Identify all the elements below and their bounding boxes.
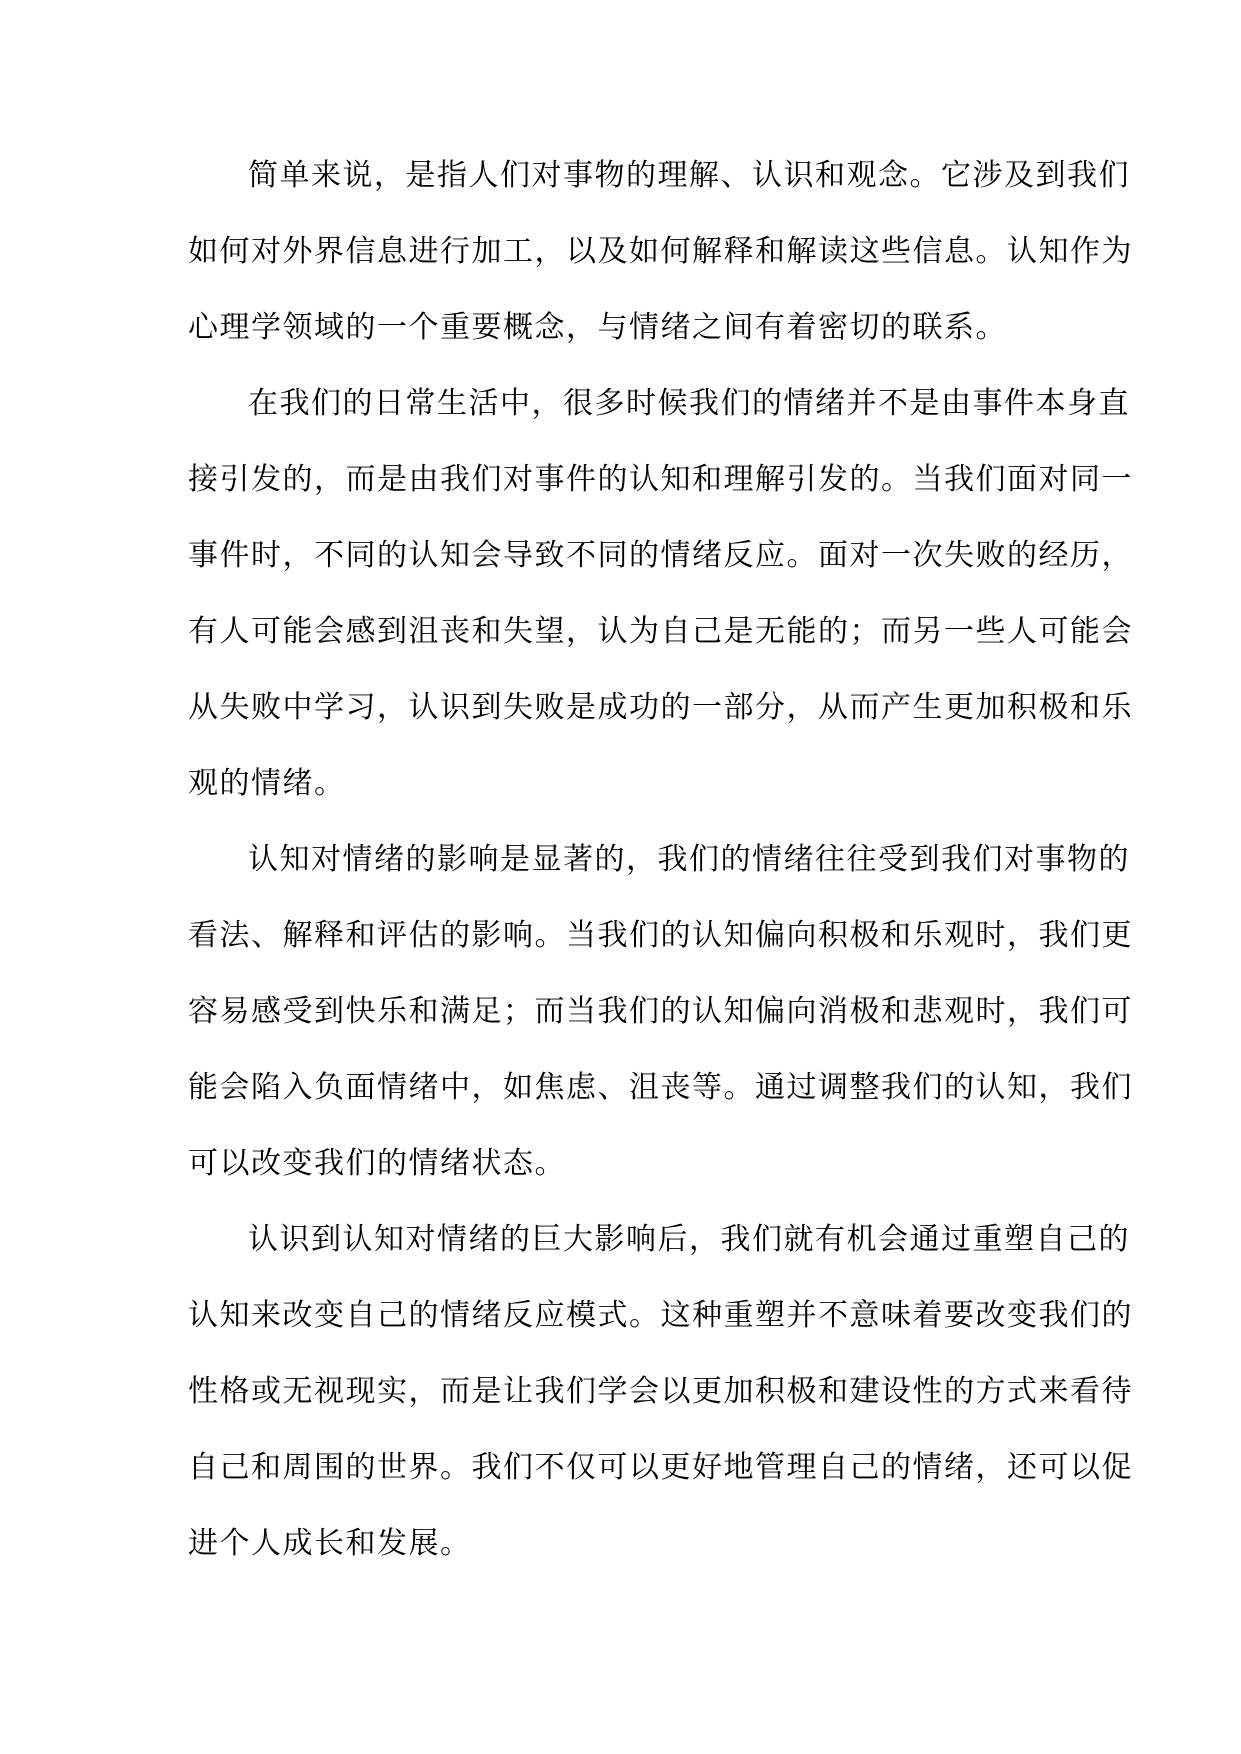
- paragraph-line: 有人可能会感到沮丧和失望，认为自己是无能的；而另一些人可能会: [188, 614, 1133, 649]
- paragraph-line: 认识到认知对情绪的巨大影响后，我们就有机会通过重塑自己的: [248, 1222, 1130, 1257]
- paragraph-line: 看法、解释和评估的影响。当我们的认知偏向积极和乐观时，我们更: [188, 918, 1133, 953]
- paragraph-line: 能会陷入负面情绪中，如焦虑、沮丧等。通过调整我们的认知，我们: [188, 1070, 1133, 1105]
- paragraph-line: 在我们的日常生活中，很多时候我们的情绪并不是由事件本身直: [248, 386, 1130, 421]
- paragraph-line: 认知来改变自己的情绪反应模式。这种重塑并不意味着要改变我们的: [188, 1298, 1133, 1333]
- paragraph-4: [188, 1202, 1133, 1582]
- paragraph-line: 心理学领域的一个重要概念，与情绪之间有着密切的联系。: [188, 310, 1007, 345]
- paragraph-line: 进个人成长和发展。: [188, 1526, 472, 1561]
- paragraph-1: [188, 138, 1133, 366]
- paragraph-line: 观的情绪。: [188, 766, 346, 801]
- paragraph-line: 自己和周围的世界。我们不仅可以更好地管理自己的情绪，还可以促: [188, 1450, 1133, 1485]
- paragraph-line: 事件时，不同的认知会导致不同的情绪反应。面对一次失败的经历，: [188, 538, 1133, 573]
- paragraph-2: [188, 366, 1133, 822]
- paragraph-line: 接引发的，而是由我们对事件的认知和理解引发的。当我们面对同一: [188, 462, 1133, 497]
- paragraph-line: 认知对情绪的影响是显著的，我们的情绪往往受到我们对事物的: [248, 842, 1130, 877]
- paragraph-line: 可以改变我们的情绪状态。: [188, 1146, 566, 1181]
- paragraph-line: 容易感受到快乐和满足；而当我们的认知偏向消极和悲观时，我们可: [188, 994, 1133, 1029]
- paragraph-line: 简单来说，是指人们对事物的理解、认识和观念。它涉及到我们: [248, 158, 1130, 193]
- paragraph-line: 如何对外界信息进行加工，以及如何解释和解读这些信息。认知作为: [188, 234, 1133, 269]
- paragraph-line: 性格或无视现实，而是让我们学会以更加积极和建设性的方式来看待: [188, 1374, 1133, 1409]
- paragraph-3: [188, 822, 1133, 1202]
- document-body: [188, 138, 1133, 1582]
- paragraph-line: 从失败中学习，认识到失败是成功的一部分，从而产生更加积极和乐: [188, 690, 1133, 725]
